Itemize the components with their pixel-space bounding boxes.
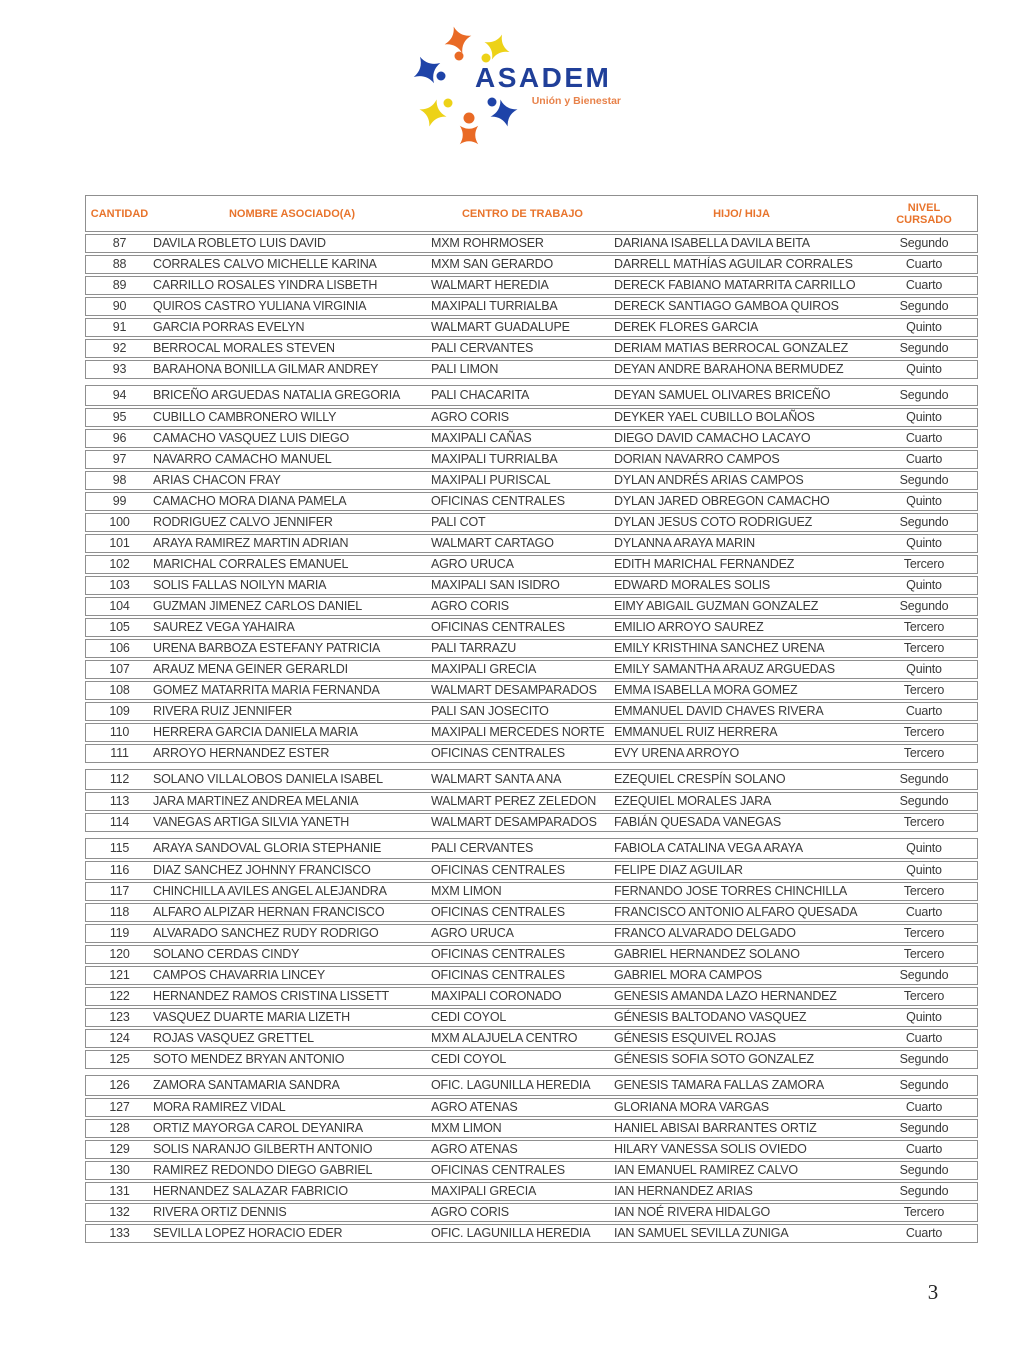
cell-nombre: CAMACHO MORA DIANA PAMELA xyxy=(153,494,347,508)
cell-centro: MXM LIMON xyxy=(431,1121,502,1135)
cell-cantidad: 109 xyxy=(109,704,130,718)
cell-cantidad: 110 xyxy=(109,725,130,739)
cell-hijo: DERECK SANTIAGO GAMBOA QUIROS xyxy=(614,299,839,313)
cell-nivel: Tercero xyxy=(903,884,945,898)
cell-hijo: EZEQUIEL MORALES JARA xyxy=(614,794,772,808)
cell-nombre: CHINCHILLA AVILES ANGEL ALEJANDRA xyxy=(153,884,387,898)
cell-centro: OFICINAS CENTRALES xyxy=(431,947,565,961)
cell-cantidad: 124 xyxy=(109,1031,130,1045)
cell-hijo: GÉNESIS ESQUIVEL ROJAS xyxy=(614,1031,776,1045)
cell-hijo: GÉNESIS BALTODANO VASQUEZ xyxy=(614,1010,807,1024)
cell-nivel: Segundo xyxy=(899,1184,949,1198)
cell-nombre: GOMEZ MATARRITA MARIA FERNANDA xyxy=(153,683,380,697)
cell-nivel: Segundo xyxy=(899,341,949,355)
header-cantidad: CANTIDAD xyxy=(90,207,149,220)
cell-cantidad: 106 xyxy=(109,641,130,655)
cell-centro: MAXIPALI GRECIA xyxy=(431,1184,537,1198)
cell-hijo: DYLAN ANDRÉS ARIAS CAMPOS xyxy=(614,473,804,487)
person-orange-head xyxy=(464,113,475,124)
cell-nombre: RODRIGUEZ CALVO JENNIFER xyxy=(153,515,333,529)
cell-hijo: DERECK FABIANO MATARRITA CARRILLO xyxy=(614,278,856,292)
table-row xyxy=(85,1182,978,1201)
cell-centro: CEDI COYOL xyxy=(431,1052,507,1066)
cell-cantidad: 95 xyxy=(112,410,127,424)
cell-centro: OFICINAS CENTRALES xyxy=(431,1163,565,1177)
table-row xyxy=(85,618,978,637)
cell-centro: MAXIPALI GRECIA xyxy=(431,662,537,676)
cell-centro: PALI CHACARITA xyxy=(431,388,530,402)
cell-hijo: DARRELL MATHÍAS AGUILAR CORRALES xyxy=(614,257,853,271)
cell-hijo: EVY URENA ARROYO xyxy=(614,746,740,760)
cell-nivel: Tercero xyxy=(903,815,945,829)
cell-nombre: BERROCAL MORALES STEVEN xyxy=(153,341,335,355)
cell-nivel: Cuarto xyxy=(905,905,943,919)
cell-hijo: DIEGO DAVID CAMACHO LACAYO xyxy=(614,431,811,445)
cell-cantidad: 93 xyxy=(112,362,127,376)
table-row xyxy=(85,471,978,490)
table-row xyxy=(85,450,978,469)
cell-cantidad: 125 xyxy=(109,1052,130,1066)
cell-nombre: RAMIREZ REDONDO DIEGO GABRIEL xyxy=(153,1163,373,1177)
cell-hijo: DERIAM MATIAS BERROCAL GONZALEZ xyxy=(614,341,849,355)
header-nombre-asociado: NOMBRE ASOCIADO(A) xyxy=(228,207,356,220)
cell-cantidad: 123 xyxy=(109,1010,130,1024)
table-row xyxy=(85,987,978,1006)
cell-nivel: Segundo xyxy=(899,968,949,982)
associates-table xyxy=(85,195,978,1243)
cell-nombre: SOLIS FALLAS NOILYN MARIA xyxy=(153,578,327,592)
cell-centro: MXM ROHRMOSER xyxy=(431,236,544,250)
cell-nombre: DAVILA ROBLETO LUIS DAVID xyxy=(153,236,326,250)
cell-cantidad: 128 xyxy=(109,1121,130,1135)
cell-centro: WALMART SANTA ANA xyxy=(431,772,562,786)
cell-hijo: DARIANA ISABELLA DAVILA BEITA xyxy=(614,236,810,250)
cell-nivel: Tercero xyxy=(903,620,945,634)
cell-centro: PALI COT xyxy=(431,515,486,529)
cell-nombre: SAUREZ VEGA YAHAIRA xyxy=(153,620,295,634)
cell-nombre: HERNANDEZ SALAZAR FABRICIO xyxy=(153,1184,348,1198)
table-row xyxy=(85,1029,978,1048)
cell-centro: MAXIPALI MERCEDES NORTE xyxy=(431,725,605,739)
cell-hijo: EIMY ABIGAIL GUZMAN GONZALEZ xyxy=(614,599,819,613)
cell-cantidad: 118 xyxy=(109,905,130,919)
cell-cantidad: 129 xyxy=(109,1142,130,1156)
table-row xyxy=(85,429,978,448)
cell-centro: AGRO URUCA xyxy=(431,926,514,940)
cell-nombre: ARAYA RAMIREZ MARTIN ADRIAN xyxy=(153,536,349,550)
header-centro-trabajo: CENTRO DE TRABAJO xyxy=(461,207,583,220)
cell-nivel: Tercero xyxy=(903,746,945,760)
header-hijo-hija: HIJO/ HIJA xyxy=(713,207,770,220)
cell-nivel: Cuarto xyxy=(905,1031,943,1045)
table-row xyxy=(85,385,978,406)
cell-nombre: ALVARADO SANCHEZ RUDY RODRIGO xyxy=(153,926,379,940)
table-row xyxy=(85,681,978,700)
cell-cantidad: 107 xyxy=(109,662,130,676)
cell-nombre: SOLANO VILLALOBOS DANIELA ISABEL xyxy=(153,772,383,786)
table-row xyxy=(85,1161,978,1180)
sparkle-yellow2-dot xyxy=(444,99,453,108)
cell-nivel: Quinto xyxy=(906,1010,942,1024)
cell-hijo: DYLAN JESUS COTO RODRIGUEZ xyxy=(614,515,813,529)
cell-nivel: Segundo xyxy=(899,1121,949,1135)
cell-cantidad: 133 xyxy=(109,1226,130,1240)
cell-centro: MXM LIMON xyxy=(431,884,502,898)
cell-cantidad: 87 xyxy=(112,236,127,250)
cell-centro: MAXIPALI CORONADO xyxy=(431,989,562,1003)
cell-nombre: DIAZ SANCHEZ JOHNNY FRANCISCO xyxy=(153,863,371,877)
cell-hijo: IAN SAMUEL SEVILLA ZUNIGA xyxy=(614,1226,789,1240)
cell-nivel: Quinto xyxy=(906,662,942,676)
cell-cantidad: 99 xyxy=(112,494,127,508)
cell-hijo: EDITH MARICHAL FERNANDEZ xyxy=(614,557,795,571)
cell-nombre: HERRERA GARCIA DANIELA MARIA xyxy=(153,725,358,739)
header-nivel-cursado: NIVEL CURSADO xyxy=(896,201,952,226)
cell-cantidad: 104 xyxy=(109,599,130,613)
cell-hijo: FABIÁN QUESADA VANEGAS xyxy=(614,815,781,829)
cell-cantidad: 100 xyxy=(109,515,130,529)
cell-nivel: Segundo xyxy=(899,772,949,786)
table-row xyxy=(85,861,978,880)
cell-nivel: Tercero xyxy=(903,725,945,739)
cell-hijo: GABRIEL HERNANDEZ SOLANO xyxy=(614,947,800,961)
cell-cantidad: 119 xyxy=(109,926,130,940)
table-row xyxy=(85,534,978,553)
table-row xyxy=(85,234,978,253)
cell-centro: OFIC. LAGUNILLA HEREDIA xyxy=(431,1078,591,1092)
cell-nivel: Tercero xyxy=(903,989,945,1003)
cell-hijo: HILARY VANESSA SOLIS OVIEDO xyxy=(614,1142,807,1156)
cell-centro: AGRO URUCA xyxy=(431,557,514,571)
cell-centro: OFICINAS CENTRALES xyxy=(431,620,565,634)
table-row xyxy=(85,576,978,595)
cell-hijo: GENESIS AMANDA LAZO HERNANDEZ xyxy=(614,989,837,1003)
cell-centro: MXM SAN GERARDO xyxy=(431,257,554,271)
cell-nombre: URENA BARBOZA ESTEFANY PATRICIA xyxy=(153,641,381,655)
cell-hijo: FERNANDO JOSE TORRES CHINCHILLA xyxy=(614,884,847,898)
cell-cantidad: 88 xyxy=(112,257,127,271)
cell-hijo: FRANCISCO ANTONIO ALFARO QUESADA xyxy=(614,905,858,919)
cell-hijo: GÉNESIS SOFIA SOTO GONZALEZ xyxy=(614,1052,814,1066)
cell-nivel: Tercero xyxy=(903,1205,945,1219)
cell-nivel: Cuarto xyxy=(905,1142,943,1156)
table-row xyxy=(85,903,978,922)
cell-nombre: ROJAS VASQUEZ GRETTEL xyxy=(153,1031,314,1045)
cell-centro: PALI SAN JOSECITO xyxy=(431,704,549,718)
cell-cantidad: 132 xyxy=(109,1205,130,1219)
cell-nivel: Tercero xyxy=(903,683,945,697)
cell-hijo: DORIAN NAVARRO CAMPOS xyxy=(614,452,780,466)
cell-centro: MAXIPALI TURRIALBA xyxy=(431,452,558,466)
cell-nombre: VASQUEZ DUARTE MARIA LIZETH xyxy=(153,1010,350,1024)
cell-nombre: RIVERA RUIZ JENNIFER xyxy=(153,704,293,718)
cell-centro: AGRO CORIS xyxy=(431,1205,509,1219)
page-number: 3 xyxy=(927,1280,939,1304)
cell-nivel: Quinto xyxy=(906,578,942,592)
cell-nombre: JARA MARTINEZ ANDREA MELANIA xyxy=(153,794,359,808)
cell-hijo: FABIOLA CATALINA VEGA ARAYA xyxy=(614,841,803,855)
cell-centro: OFICINAS CENTRALES xyxy=(431,968,565,982)
cell-centro: AGRO ATENAS xyxy=(431,1100,518,1114)
cell-nombre: CORRALES CALVO MICHELLE KARINA xyxy=(153,257,377,271)
cell-hijo: EMILY SAMANTHA ARAUZ ARGUEDAS xyxy=(614,662,835,676)
cell-hijo: DEREK FLORES GARCIA xyxy=(614,320,759,334)
cell-hijo: EDWARD MORALES SOLIS xyxy=(614,578,770,592)
table-row xyxy=(85,1098,978,1117)
table-row xyxy=(85,1203,978,1222)
table-row xyxy=(85,1075,978,1096)
cell-cantidad: 108 xyxy=(109,683,130,697)
cell-centro: AGRO CORIS xyxy=(431,410,509,424)
cell-centro: PALI CERVANTES xyxy=(431,841,534,855)
cell-hijo: DEYAN SAMUEL OLIVARES BRICEÑO xyxy=(614,388,831,402)
cell-nivel: Segundo xyxy=(899,1163,949,1177)
cell-nombre: SOLANO CERDAS CINDY xyxy=(153,947,300,961)
cell-cantidad: 126 xyxy=(109,1078,130,1092)
cell-hijo: DEYKER YAEL CUBILLO BOLAÑOS xyxy=(614,410,815,424)
cell-hijo: GENESIS TAMARA FALLAS ZAMORA xyxy=(614,1078,824,1092)
cell-hijo: EMMANUEL DAVID CHAVES RIVERA xyxy=(614,704,824,718)
cell-nivel: Cuarto xyxy=(905,278,943,292)
cell-nivel: Tercero xyxy=(903,641,945,655)
table-row xyxy=(85,1119,978,1138)
table-row xyxy=(85,924,978,943)
table-row xyxy=(85,408,978,427)
cell-cantidad: 114 xyxy=(109,815,130,829)
cell-nivel: Quinto xyxy=(906,410,942,424)
cell-nombre: ARAYA SANDOVAL GLORIA STEPHANIE xyxy=(153,841,382,855)
cell-nivel: Cuarto xyxy=(905,1226,943,1240)
cell-centro: OFICINAS CENTRALES xyxy=(431,746,565,760)
cell-cantidad: 96 xyxy=(112,431,127,445)
table-row xyxy=(85,702,978,721)
cell-hijo: DYLAN JARED OBREGON CAMACHO xyxy=(614,494,830,508)
cell-cantidad: 117 xyxy=(109,884,130,898)
cell-cantidad: 120 xyxy=(109,947,130,961)
cell-nivel: Quinto xyxy=(906,841,942,855)
table-row xyxy=(85,838,978,859)
cell-hijo: IAN EMANUEL RAMIREZ CALVO xyxy=(614,1163,798,1177)
cell-cantidad: 101 xyxy=(109,536,130,550)
cell-hijo: GLORIANA MORA VARGAS xyxy=(614,1100,769,1114)
cell-nombre: BRICEÑO ARGUEDAS NATALIA GREGORIA xyxy=(153,388,401,402)
cell-centro: WALMART CARTAGO xyxy=(431,536,554,550)
cell-nombre: SEVILLA LOPEZ HORACIO EDER xyxy=(153,1226,343,1240)
cell-nombre: ARIAS CHACON FRAY xyxy=(153,473,281,487)
table-row xyxy=(85,1224,978,1243)
table-row xyxy=(85,297,978,316)
cell-nivel: Quinto xyxy=(906,320,942,334)
cell-cantidad: 103 xyxy=(109,578,130,592)
cell-hijo: EMILIO ARROYO SAUREZ xyxy=(614,620,764,634)
cell-nombre: ALFARO ALPIZAR HERNAN FRANCISCO xyxy=(153,905,385,919)
cell-nivel: Segundo xyxy=(899,299,949,313)
cell-centro: MAXIPALI CAÑAS xyxy=(431,431,532,445)
table-row xyxy=(85,276,978,295)
cell-nombre: BARAHONA BONILLA GILMAR ANDREY xyxy=(153,362,379,376)
table-row xyxy=(85,360,978,379)
table-row xyxy=(85,1008,978,1027)
table-row xyxy=(85,744,978,763)
cell-nivel: Cuarto xyxy=(905,257,943,271)
table-row xyxy=(85,1140,978,1159)
logo-title: ASADEM xyxy=(475,62,612,93)
cell-centro: WALMART PEREZ ZELEDON xyxy=(431,794,597,808)
cell-cantidad: 121 xyxy=(109,968,130,982)
cell-nombre: HERNANDEZ RAMOS CRISTINA LISSETT xyxy=(153,989,389,1003)
cell-centro: AGRO CORIS xyxy=(431,599,509,613)
cell-cantidad: 94 xyxy=(112,388,127,402)
cell-nombre: GUZMAN JIMENEZ CARLOS DANIEL xyxy=(153,599,363,613)
cell-cantidad: 102 xyxy=(109,557,130,571)
cell-centro: OFIC. LAGUNILLA HEREDIA xyxy=(431,1226,591,1240)
table-row xyxy=(85,792,978,811)
cell-cantidad: 122 xyxy=(109,989,130,1003)
table-row xyxy=(85,513,978,532)
table-row xyxy=(85,318,978,337)
cell-nivel: Cuarto xyxy=(905,431,943,445)
table-row xyxy=(85,966,978,985)
cell-hijo: EMILY KRISTHINA SANCHEZ URENA xyxy=(614,641,825,655)
cell-hijo: FELIPE DIAZ AGUILAR xyxy=(614,863,743,877)
cell-nivel: Quinto xyxy=(906,863,942,877)
cell-centro: WALMART GUADALUPE xyxy=(431,320,570,334)
table-row xyxy=(85,723,978,742)
cell-centro: OFICINAS CENTRALES xyxy=(431,863,565,877)
cell-nombre: ARAUZ MENA GEINER GERARLDI xyxy=(153,662,348,676)
cell-nivel: Quinto xyxy=(906,362,942,376)
table-header-row xyxy=(85,195,978,232)
cell-nombre: MARICHAL CORRALES EMANUEL xyxy=(153,557,349,571)
cell-centro: PALI TARRAZU xyxy=(431,641,517,655)
table-row xyxy=(85,597,978,616)
cell-hijo: EZEQUIEL CRESPÍN SOLANO xyxy=(614,772,786,786)
cell-cantidad: 97 xyxy=(112,452,127,466)
cell-cantidad: 90 xyxy=(112,299,127,313)
cell-nombre: ORTIZ MAYORGA CAROL DEYANIRA xyxy=(153,1121,363,1135)
cell-centro: MAXIPALI TURRIALBA xyxy=(431,299,558,313)
cell-nivel: Tercero xyxy=(903,557,945,571)
logo-subtitle: Unión y Bienestar xyxy=(531,95,621,107)
cell-nombre: CAMPOS CHAVARRIA LINCEY xyxy=(153,968,326,982)
cell-hijo: HANIEL ABISAI BARRANTES ORTIZ xyxy=(614,1121,817,1135)
cell-nivel: Segundo xyxy=(899,599,949,613)
cell-nombre: QUIROS CASTRO YULIANA VIRGINIA xyxy=(153,299,367,313)
table-row xyxy=(85,882,978,901)
cell-centro: WALMART DESAMPARADOS xyxy=(431,815,597,829)
table-row xyxy=(85,945,978,964)
cell-cantidad: 92 xyxy=(112,341,127,355)
cell-cantidad: 111 xyxy=(110,746,129,760)
cell-nivel: Segundo xyxy=(899,388,949,402)
cell-cantidad: 127 xyxy=(109,1100,130,1114)
cell-nivel: Segundo xyxy=(899,515,949,529)
asadem-logo xyxy=(403,22,665,170)
cell-nombre: ZAMORA SANTAMARIA SANDRA xyxy=(153,1078,340,1092)
cell-nombre: SOLIS NARANJO GILBERTH ANTONIO xyxy=(153,1142,373,1156)
table-row xyxy=(85,639,978,658)
cell-hijo: DEYAN ANDRE BARAHONA BERMUDEZ xyxy=(614,362,844,376)
cell-centro: PALI CERVANTES xyxy=(431,341,534,355)
cell-cantidad: 89 xyxy=(112,278,127,292)
cell-hijo: EMMA ISABELLA MORA GOMEZ xyxy=(614,683,798,697)
cell-nivel: Segundo xyxy=(899,1052,949,1066)
cell-centro: WALMART DESAMPARADOS xyxy=(431,683,597,697)
cell-nivel: Cuarto xyxy=(905,704,943,718)
cell-nivel: Cuarto xyxy=(905,1100,943,1114)
cell-hijo: GABRIEL MORA CAMPOS xyxy=(614,968,762,982)
cell-centro: CEDI COYOL xyxy=(431,1010,507,1024)
cell-cantidad: 115 xyxy=(109,841,130,855)
cell-centro: AGRO ATENAS xyxy=(431,1142,518,1156)
table-row xyxy=(85,492,978,511)
cell-cantidad: 91 xyxy=(112,320,127,334)
table-row xyxy=(85,555,978,574)
cell-nivel: Tercero xyxy=(903,926,945,940)
cell-nivel: Segundo xyxy=(899,473,949,487)
sparkle-orange-dot xyxy=(455,52,464,61)
cell-centro: OFICINAS CENTRALES xyxy=(431,905,565,919)
cell-nivel: Segundo xyxy=(899,236,949,250)
cell-hijo: IAN HERNANDEZ ARIAS xyxy=(614,1184,753,1198)
table-row xyxy=(85,769,978,790)
cell-centro: PALI LIMON xyxy=(431,362,499,376)
cell-nivel: Quinto xyxy=(906,494,942,508)
cell-nivel: Quinto xyxy=(906,536,942,550)
cell-centro: WALMART HEREDIA xyxy=(431,278,549,292)
cell-nombre: ARROYO HERNANDEZ ESTER xyxy=(153,746,330,760)
table-row xyxy=(85,255,978,274)
cell-nombre: CAMACHO VASQUEZ LUIS DIEGO xyxy=(153,431,349,445)
cell-nombre: CUBILLO CAMBRONERO WILLY xyxy=(153,410,337,424)
table-row xyxy=(85,813,978,832)
cell-nombre: SOTO MENDEZ BRYAN ANTONIO xyxy=(153,1052,345,1066)
cell-hijo: FRANCO ALVARADO DELGADO xyxy=(614,926,796,940)
cell-cantidad: 131 xyxy=(109,1184,130,1198)
cell-nombre: VANEGAS ARTIGA SILVIA YANETH xyxy=(153,815,350,829)
table-row xyxy=(85,660,978,679)
cell-cantidad: 105 xyxy=(109,620,130,634)
cell-hijo: EMMANUEL RUIZ HERRERA xyxy=(614,725,778,739)
cell-cantidad: 112 xyxy=(109,772,130,786)
cell-nombre: RIVERA ORTIZ DENNIS xyxy=(153,1205,287,1219)
table-row xyxy=(85,1050,978,1069)
cell-centro: MXM ALAJUELA CENTRO xyxy=(431,1031,578,1045)
cell-nivel: Tercero xyxy=(903,947,945,961)
cell-nombre: CARRILLO ROSALES YINDRA LISBETH xyxy=(153,278,378,292)
cell-nivel: Segundo xyxy=(899,1078,949,1092)
cell-cantidad: 113 xyxy=(109,794,130,808)
cell-centro: MAXIPALI PURISCAL xyxy=(431,473,551,487)
table-row xyxy=(85,339,978,358)
cell-cantidad: 98 xyxy=(112,473,127,487)
sparkle-blue-dot xyxy=(437,72,446,81)
cell-hijo: IAN NOÉ RIVERA HIDALGO xyxy=(614,1205,771,1219)
cell-nombre: MORA RAMIREZ VIDAL xyxy=(153,1100,286,1114)
cell-centro: MAXIPALI SAN ISIDRO xyxy=(431,578,560,592)
cell-nombre: NAVARRO CAMACHO MANUEL xyxy=(153,452,332,466)
cell-cantidad: 130 xyxy=(109,1163,130,1177)
cell-nombre: GARCIA PORRAS EVELYN xyxy=(153,320,305,334)
cell-centro: OFICINAS CENTRALES xyxy=(431,494,565,508)
cell-nivel: Segundo xyxy=(899,794,949,808)
cell-hijo: DYLANNA ARAYA MARIN xyxy=(614,536,755,550)
table-body xyxy=(85,234,978,1243)
sparkle-blue-icon xyxy=(407,50,448,91)
cell-cantidad: 116 xyxy=(109,863,130,877)
cell-nivel: Cuarto xyxy=(905,452,943,466)
